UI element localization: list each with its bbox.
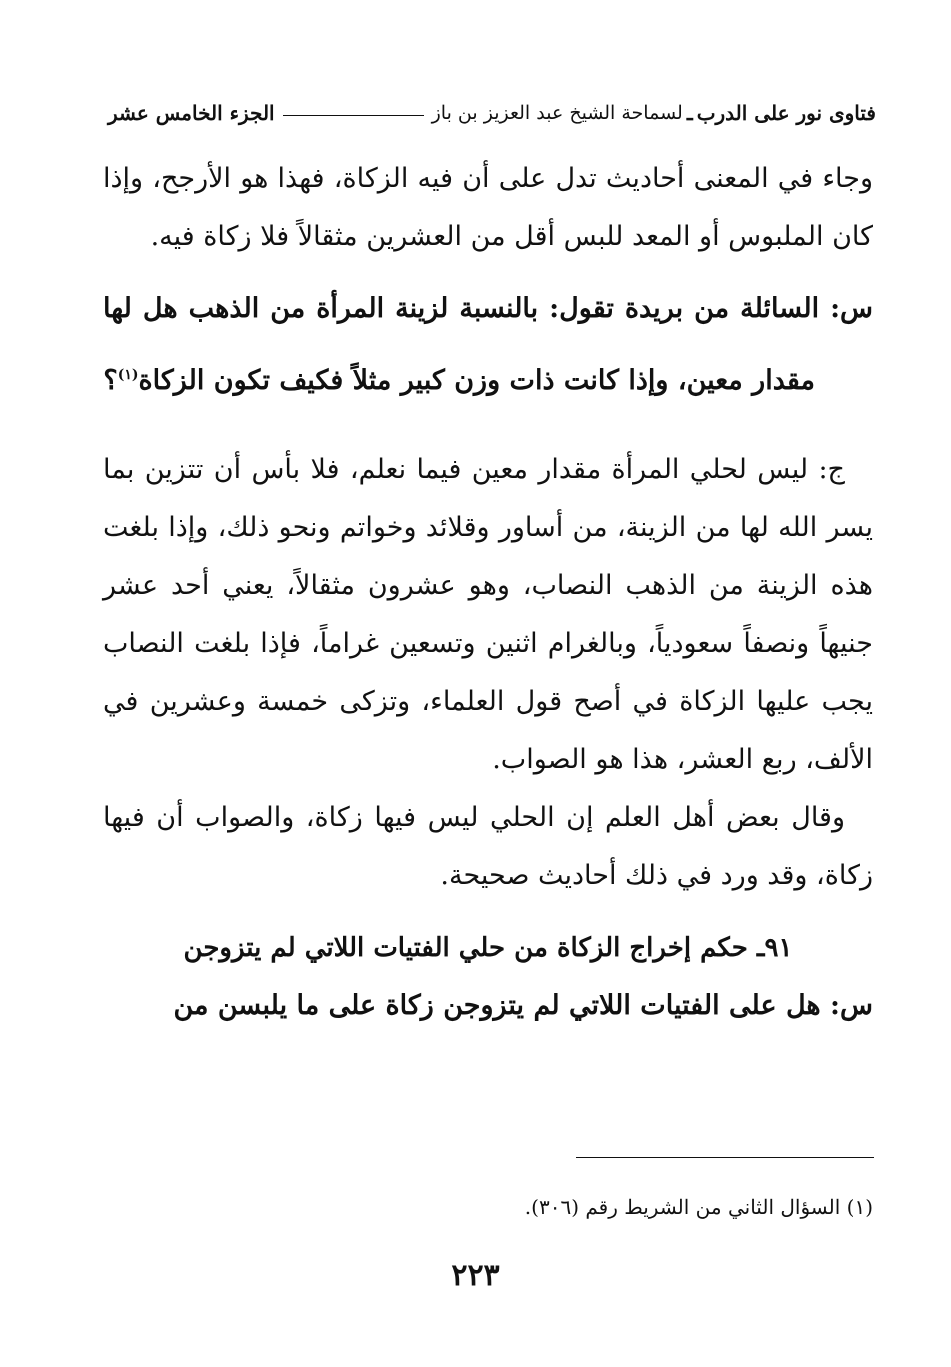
question-paragraph [103,276,873,414]
question-text: س: السائلة من بريدة تقول: بالنسبة لزينة المرأة من الذهب هل لها مقدار معين، وإذا كانت ذات وزن كبير مثلاً فكيف تكون الزكاة [103,293,873,396]
question-paragraph-2: س: هل على الفتيات اللاتي لم يتزوجن زكاة على ما يلبسن من [173,990,873,1021]
header-rule [283,115,424,116]
footnote: (١) السؤال الثاني من الشريط رقم (٣٠٦). [524,1195,873,1219]
book-title: فتاوى نور على الدرب [696,101,876,125]
footnote-marker: (١) [117,367,139,383]
answer-paragraph: ج: ليس لحلي المرأة مقدار معين فيما نعلم، فلا بأس أن تتزين بما يسر الله لها من الزينة، من أساور وقلائد وخواتم ونحو ذلك، وإذا بلغت هذه الزينة من الذهب النصاب، وهو عشرون مثقالاً، يعني أحد عشر جنيهاً ونصفاً سعودياً، وبالغرام اثنين وتسعين غراماً، فإذا بلغت النصاب يجب عليها الزكاة في أصح قول العلماء، وتزكى خمسة وعشرين في الألف، ربع العشر، هذا هو الصواب. [103,454,873,775]
running-header [108,96,876,130]
author-name: لسماحة الشيخ عبد العزيز بن باز [431,102,683,124]
part-label: الجزء الخامس عشر [108,101,275,125]
page-number: ٢٢٣ [451,1258,500,1293]
paragraph: وقال بعض أهل العلم إن الحلي ليس فيها زكاة، والصواب أن فيها زكاة، وقد ورد في ذلك أحاديث صحيحة. [103,802,873,891]
section-heading: ٩١ـ حكم إخراج الزكاة من حلي الفتيات اللاتي لم يتزوجن [183,933,793,963]
header-separator: ـ [686,101,693,125]
footnote-rule [576,1157,874,1158]
paragraph-continuation: وجاء في المعنى أحاديث تدل على أن فيه الزكاة، فهذا هو الأرجح، وإذا كان الملبوس أو المعد للبس أقل من العشرين مثقالاً فلا زكاة فيه. [103,163,873,252]
question-mark: ؟ [103,365,118,396]
main-text [103,150,873,1062]
